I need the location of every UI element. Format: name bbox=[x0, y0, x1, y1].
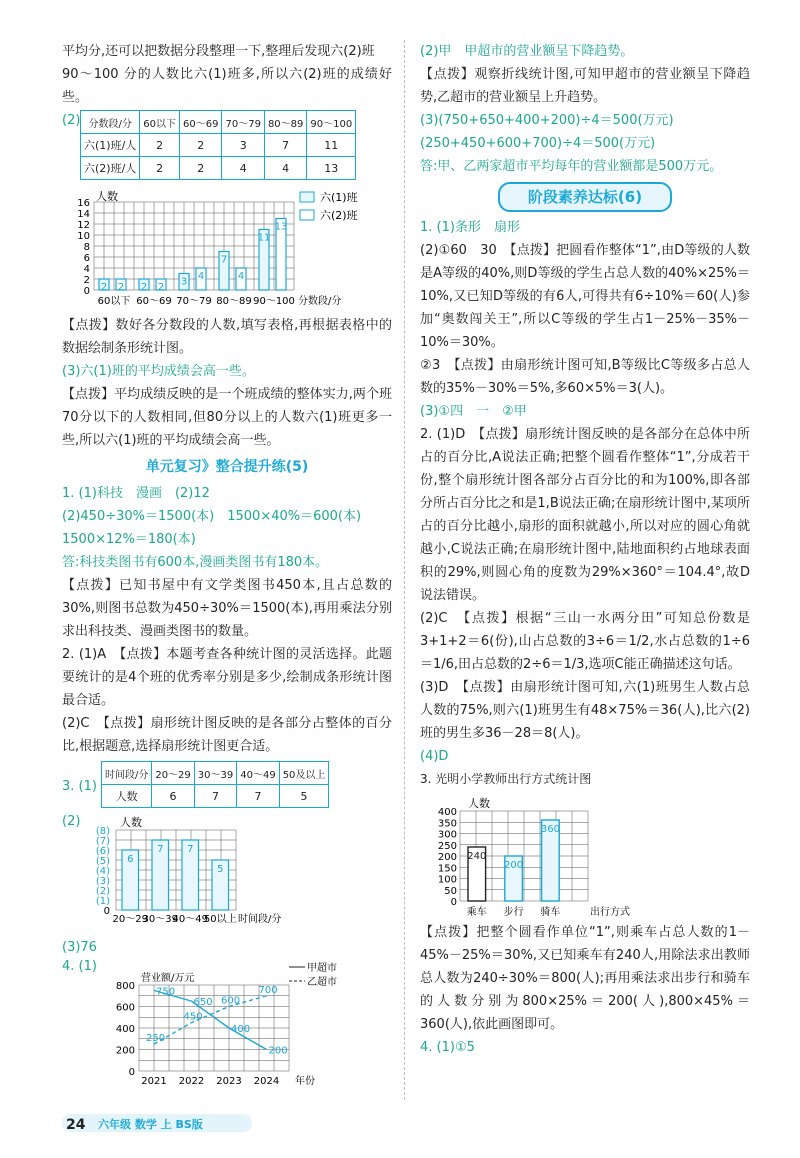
table-cell: 2 bbox=[180, 157, 222, 180]
table-cell: 分数段/分 bbox=[81, 111, 140, 134]
table-row bbox=[81, 157, 356, 180]
hint-text: 【点拨】平均成绩反映的是一个班成绩的整体实力,两个班70分以下的人数相同,但80分以上的人数六(1)班更多一些,所以六(1)班的平均成绩会高一些。 bbox=[62, 387, 392, 448]
q4-chart-row bbox=[62, 959, 392, 1091]
score-bar-chart bbox=[62, 186, 392, 314]
hint-text: 【点拨】把整个圆看作单位“1”,则乘车占总人数的1－45%－25%＝30%,又已知乘车有240人,用除法求出教师总人数为240÷30%＝800(人);再用乘法求出步行和骑车的人数分别为800×25%＝200(人),800×45%＝360(人),依此画图即可。 bbox=[420, 925, 750, 1032]
bar-value-label: 2 bbox=[140, 282, 148, 293]
footer-banner bbox=[62, 1112, 262, 1134]
x-tick-label: 步行 bbox=[503, 907, 524, 918]
answer-text: (2)450÷30%＝1500(本) 1500×40%＝600(本) bbox=[62, 509, 362, 524]
x-tick-label: 40～49 bbox=[172, 914, 209, 925]
right-column bbox=[420, 40, 750, 1059]
hint-text: 【点拨】已知书屋中有文学类图书450本,且占总数的30%,则图书总数为450÷30%＝1500(本),再用乘法分别求出科技类、漫画类图书的数量。 bbox=[62, 578, 392, 639]
question-label: 3. (1) bbox=[62, 778, 97, 794]
hint-text: (2)①60 30 【点拨】把圆看作整体“1”,由D等级的人数是A等级的40%,则D等级的学生占总人数的40%×25%＝10%,又已知D等级的有6人,可得共有6÷10%＝60(人)参加“奥数闯关王”,所以C等级的学生占1－25%－35%－10%＝30%。 bbox=[420, 243, 750, 350]
y-axis-label: 营业额/万元 bbox=[140, 973, 195, 984]
y-axis-label: 人数 bbox=[96, 190, 118, 203]
y-tick-label: 6 bbox=[83, 253, 90, 264]
answer-text: (3)六(1)班的平均成绩会高一些。 bbox=[62, 364, 255, 379]
x-tick-label: 70～79 bbox=[176, 296, 212, 307]
bar-value-label: 13 bbox=[274, 221, 288, 233]
table-cell: 7 bbox=[264, 134, 306, 157]
table-cell: 40～49 bbox=[237, 762, 279, 785]
x-tick-label: 乘车 bbox=[466, 907, 487, 918]
y-tick-label: (5) bbox=[96, 856, 111, 867]
answer-text: (3)①四 一 ②甲 bbox=[420, 404, 527, 419]
answer-text: 答:科技类图书有600本,漫画类图书有180本。 bbox=[62, 555, 329, 570]
bar-value-label: 360 bbox=[540, 824, 560, 835]
section-header: 单元复习》整合提升练(5) bbox=[145, 459, 309, 475]
x-tick-label: 50以上 bbox=[204, 914, 238, 925]
table-cell: 90～100 bbox=[307, 111, 356, 134]
table-cell: 30～39 bbox=[194, 762, 236, 785]
hint-text: (2)C 【点拨】根据“三山一水两分田”可知总份数是3+1+2＝6(份),山占总数的3÷6＝1/2,水占总数的1÷6＝1/6,田占总数的2÷6＝1/3,选项C能正确描述这句话。 bbox=[420, 611, 750, 672]
y-tick-label: 10 bbox=[77, 231, 90, 242]
y-tick-label: 0 bbox=[450, 897, 457, 908]
table-cell: 人数 bbox=[101, 785, 151, 808]
y-tick-label: 150 bbox=[437, 863, 457, 875]
table-row bbox=[101, 785, 328, 808]
x-tick-label: 2024 bbox=[253, 1076, 280, 1087]
table-cell: 7 bbox=[237, 785, 279, 808]
y-axis-label: 人数 bbox=[468, 797, 490, 810]
bar-value-label: 6 bbox=[127, 854, 134, 865]
column-divider bbox=[404, 40, 405, 1100]
answer-text: 4. (1)①5 bbox=[420, 1040, 475, 1055]
x-tick-label: 60～69 bbox=[136, 296, 172, 307]
hint-text: (2)C 【点拨】扇形统计图反映的是各部分占整体的百分比,根据题意,选择扇形统计图更合适。 bbox=[62, 716, 392, 754]
footer bbox=[62, 1112, 262, 1134]
y-tick-label: (2) bbox=[96, 886, 111, 897]
table-cell: 2 bbox=[140, 157, 180, 180]
y-tick-label: 0 bbox=[104, 906, 111, 917]
table-cell: 3 bbox=[222, 134, 264, 157]
data-label-b: 450 bbox=[183, 1011, 203, 1023]
x-axis-label: 出行方式 bbox=[590, 907, 630, 918]
legend-swatch bbox=[300, 210, 314, 220]
question-label: (2) bbox=[62, 814, 81, 829]
bar-value-label: 7 bbox=[187, 844, 194, 855]
y-tick-label: (7) bbox=[96, 836, 111, 847]
legend-label: 甲超市 bbox=[306, 963, 337, 974]
x-axis-label: 年份 bbox=[294, 1076, 315, 1087]
y-tick-label: 4 bbox=[83, 264, 90, 275]
table-cell: 7 bbox=[194, 785, 236, 808]
y-tick-label: 200 bbox=[115, 1045, 135, 1057]
y-tick-label: 0 bbox=[83, 286, 90, 297]
bar-value-label: 200 bbox=[504, 860, 524, 871]
q3-row bbox=[62, 758, 392, 814]
x-axis-label: 分数段/分 bbox=[298, 296, 342, 307]
q3-chart-row bbox=[62, 814, 392, 936]
table-row bbox=[81, 111, 356, 134]
data-label-a: 400 bbox=[230, 1024, 251, 1035]
y-tick-label: 400 bbox=[115, 1024, 135, 1035]
data-label-a: 200 bbox=[268, 1045, 288, 1057]
x-tick-label: 2023 bbox=[216, 1076, 242, 1087]
data-label-a: 650 bbox=[193, 997, 213, 1009]
x-tick-label: 骑车 bbox=[540, 907, 561, 918]
time-bar-chart bbox=[86, 814, 316, 936]
page-number: 24 bbox=[66, 1117, 86, 1133]
y-tick-label: (1) bbox=[96, 896, 111, 907]
y-tick-label: (4) bbox=[96, 866, 111, 877]
y-tick-label: 400 bbox=[437, 807, 457, 818]
data-label-b: 700 bbox=[258, 984, 278, 996]
table-cell: 6 bbox=[152, 785, 194, 808]
x-tick-label: 2021 bbox=[141, 1076, 167, 1087]
chart-title: 3. 光明小学教师出行方式统计图 bbox=[420, 772, 592, 786]
legend-label: 六(2)班 bbox=[320, 209, 358, 222]
hint-text: 【点拨】数好各分数段的人数,填写表格,再根据表格中的数据绘制条形统计图。 bbox=[62, 318, 392, 356]
answer-text: 1. (1)科技 漫画 (2)12 bbox=[62, 486, 210, 501]
answer-text: 1500×12%＝180(本) bbox=[62, 532, 196, 547]
question-label: 4. (1) bbox=[62, 959, 97, 974]
y-tick-label: 2 bbox=[83, 275, 90, 286]
y-tick-label: 600 bbox=[115, 1002, 135, 1014]
book-title: 六年级 数学 上 BS版 bbox=[98, 1118, 203, 1131]
x-tick-label: 30～39 bbox=[142, 914, 179, 925]
table-cell: 2 bbox=[180, 134, 222, 157]
y-tick-label: (8) bbox=[96, 826, 111, 837]
table-row bbox=[101, 762, 328, 785]
table-cell: 60～69 bbox=[180, 111, 222, 134]
table-cell: 80～89 bbox=[264, 111, 306, 134]
legend-swatch bbox=[300, 192, 314, 202]
score-table bbox=[80, 110, 356, 180]
table-cell: 70～79 bbox=[222, 111, 264, 134]
answer-text: 1. (1)条形 扇形 bbox=[420, 220, 520, 235]
y-tick-label: 300 bbox=[437, 829, 457, 841]
table-cell: 13 bbox=[307, 157, 356, 180]
x-axis-label: 时间段/分 bbox=[238, 914, 282, 925]
y-tick-label: 100 bbox=[437, 874, 457, 886]
bar-value-label: 240 bbox=[467, 851, 487, 862]
table-cell: 20～29 bbox=[152, 762, 194, 785]
table-cell: 60以下 bbox=[140, 111, 180, 134]
y-tick-label: 8 bbox=[83, 242, 90, 253]
legend-label: 乙超市 bbox=[306, 977, 337, 988]
table-row bbox=[81, 134, 356, 157]
time-table bbox=[101, 761, 329, 808]
x-tick-label: 60以下 bbox=[97, 296, 131, 307]
bar-value-label: 5 bbox=[217, 864, 224, 875]
x-tick-label: 90～100 bbox=[253, 296, 295, 307]
legend-label: 六(1)班 bbox=[320, 191, 358, 204]
y-tick-label: 350 bbox=[437, 818, 457, 830]
y-tick-label: 200 bbox=[437, 852, 457, 863]
text-line: 平均分,还可以把数据分段整理一下,整理后发现六(2)班 bbox=[62, 44, 375, 59]
bar-value-label: 4 bbox=[237, 271, 245, 282]
table-cell: 50及以上 bbox=[279, 762, 329, 785]
hint-text: 2. (1)D 【点拨】扇形统计图反映的是各部分在总体中所占的百分比,A说法正确;把整个圆看作整体“1”,分成若干份,整个扇形统计图各部分占百分比的和为100%,即各部分所占百分比之和是1,B说法正确;在扇形统计图中,某项所占的百分比越小,扇形的面积就越小,所以对应的圆心角就越小,C说法正确;在扇形统计图中,陆地面积约占地球表面积的29%,则圆心角的度数为29%×360°＝104.4°,故D说法错误。 bbox=[420, 427, 750, 603]
section-badge: 阶段素养达标(6) bbox=[498, 182, 672, 212]
data-label-b: 250 bbox=[145, 1033, 166, 1045]
answer-text: 答:甲、乙两家超市平均每年的营业额都是500万元。 bbox=[420, 159, 723, 174]
travel-bar-chart bbox=[426, 791, 656, 921]
x-tick-label: 2022 bbox=[178, 1076, 205, 1087]
answer-text: (3)76 bbox=[62, 940, 97, 955]
bar-value-label: 7 bbox=[157, 844, 164, 855]
bar-value-label: 2 bbox=[117, 282, 125, 293]
question-label: (2) bbox=[62, 113, 81, 128]
table-cell: 六(1)班/人 bbox=[81, 134, 140, 157]
y-tick-label: 0 bbox=[128, 1067, 135, 1078]
table-cell: 时间段/分 bbox=[101, 762, 151, 785]
answer-text: (2)甲 甲超市的营业额呈下降趋势。 bbox=[420, 44, 634, 59]
revenue-line-chart bbox=[103, 959, 353, 1091]
hint-text: 2. (1)A 【点拨】本题考查各种统计图的灵活选择。此题要统计的是4个班的优秀率分别是多少,绘制成条形统计图最合适。 bbox=[62, 647, 392, 708]
table-cell: 4 bbox=[264, 157, 306, 180]
text-line: 90～100 分的人数比六(1)班多,所以六(2)班的成绩好些。 bbox=[62, 67, 392, 105]
answer-text: (3)(750+650+400+200)÷4＝500(万元) bbox=[420, 113, 674, 128]
y-tick-label: 16 bbox=[77, 198, 90, 209]
y-tick-label: 12 bbox=[77, 220, 90, 231]
left-column bbox=[62, 40, 392, 1091]
y-tick-label: 14 bbox=[77, 209, 90, 220]
bar-value-label: 4 bbox=[197, 271, 205, 282]
x-tick-label: 80～89 bbox=[216, 296, 252, 307]
table-cell: 4 bbox=[222, 157, 264, 180]
answer-text: (4)D bbox=[420, 749, 449, 764]
bar-value-label: 11 bbox=[257, 232, 271, 244]
table-cell: 11 bbox=[307, 134, 356, 157]
y-tick-label: (6) bbox=[96, 846, 111, 857]
hint-text: ②3 【点拨】由扇形统计图可知,B等级比C等级多占总人数的35%－30%＝5%,多60×5%＝3(人)。 bbox=[420, 358, 750, 396]
table-cell: 2 bbox=[140, 134, 180, 157]
bar-value-label: 2 bbox=[157, 282, 165, 293]
data-label-b: 600 bbox=[220, 995, 241, 1007]
answer-text: (250+450+600+700)÷4＝500(万元) bbox=[420, 136, 656, 151]
hint-text: (3)D 【点拨】由扇形统计图可知,六(1)班男生人数占总人数的75%,则六(1)班男生有48×75%＝36(人),比六(2)班的男生多36－28＝8(人)。 bbox=[420, 680, 750, 741]
bar-value-label: 2 bbox=[100, 282, 108, 293]
table-cell: 5 bbox=[279, 785, 329, 808]
y-tick-label: 250 bbox=[437, 840, 457, 852]
bar-value-label: 7 bbox=[220, 254, 228, 266]
hint-text: 【点拨】观察折线统计图,可知甲超市的营业额呈下降趋势,乙超市的营业额呈上升趋势。 bbox=[420, 67, 750, 105]
bar-value-label: 3 bbox=[180, 276, 188, 288]
data-label-a: 750 bbox=[155, 986, 176, 998]
y-axis-label: 人数 bbox=[120, 816, 143, 829]
y-tick-label: 50 bbox=[444, 885, 457, 897]
y-tick-label: (3) bbox=[96, 876, 111, 887]
y-tick-label: 800 bbox=[115, 981, 135, 992]
x-tick-label: 20～29 bbox=[112, 914, 149, 925]
table-cell: 六(2)班/人 bbox=[81, 157, 140, 180]
